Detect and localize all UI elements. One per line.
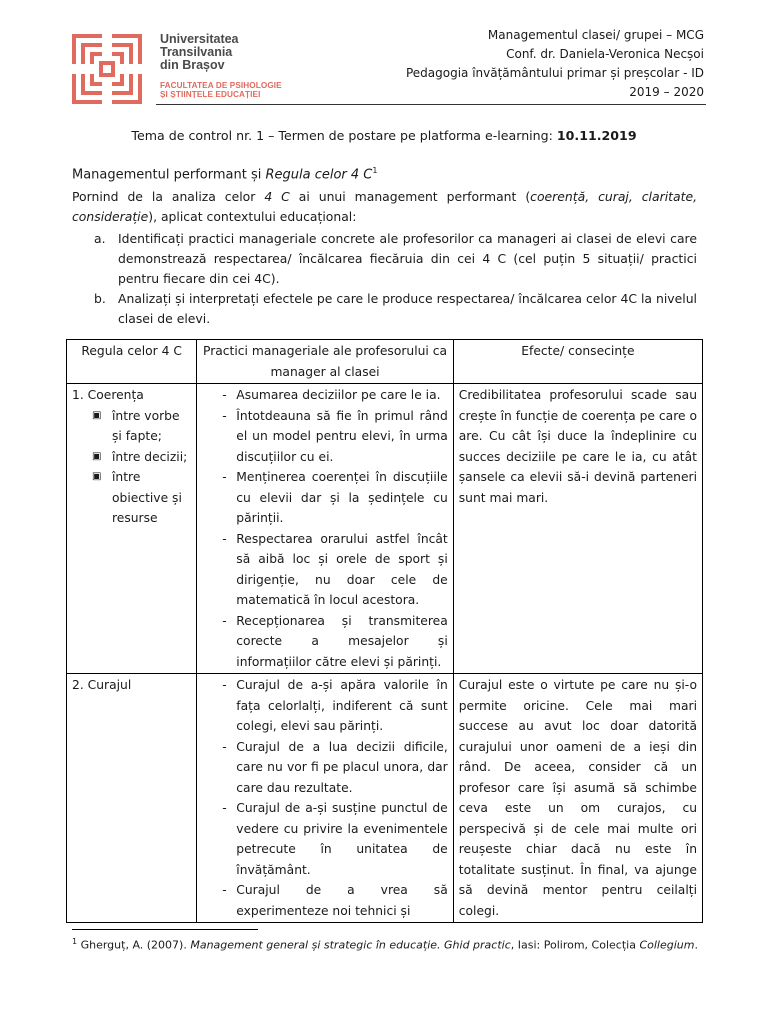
list-item: - Curajul de a-și apăra valorile în fața celorlalți, indiferent că sunt colegi, elevi sau părinți.: [202, 675, 447, 737]
rule-cell: 2. Curajul: [67, 674, 197, 923]
task-list: [72, 229, 697, 329]
effects-cell: Curajul este o virtute pe care nu și-o permite oricine. Cele mai mari succese au avut loc doar datorită curajului unor oameni de a ieși din rând. De aceea, consider că un profesor care își asumă să schimbe ceva este un om curajos, cu perspecivă și de cele mai multe ori reușeste chiar dacă nu este în totalitate susținut. În final, va ajunge să devină mentor pentru ceilalți colegi.: [453, 674, 702, 923]
list-item: - Respectarea orarului astfel încât să aibă loc și orele de sport și dirigenție, nu doar cele de matematică în locul acestora.: [202, 529, 447, 611]
list-item: - Întotdeauna să fie în primul rând el un model pentru elevi, în urma discuțiilor cu ei.: [202, 406, 447, 468]
list-item: - Curajul de a vrea să experimenteze noi tehnici și: [202, 880, 447, 921]
university-name: Universitatea Transilvania din Brașov: [160, 32, 239, 72]
deadline: 10.11.2019: [556, 128, 637, 143]
table-row: [67, 384, 703, 674]
column-header: Regula celor 4 C: [67, 340, 197, 384]
table-row: [67, 674, 703, 923]
list-item: - Menținerea coerenței în discuțiile cu elevii dar și la ședințele cu părinții.: [202, 467, 447, 529]
footnote: $^1$ Gherguț, A. (2007). Management general și strategic în educație. Ghid practic, Iasi: Polirom, Colecția Collegium.: [72, 937, 698, 952]
course-info: [406, 26, 704, 102]
faculty-name: FACULTATEA DE PSIHOLOGIE ȘI ȘTIINȚELE EDUCAȚIEI: [160, 81, 282, 99]
rules-table: [66, 339, 703, 923]
footnote-ref: 1: [372, 166, 378, 175]
program-name: Pedagogia învățământului primar și preșcolar - ID: [405, 66, 704, 80]
list-item: a. Identificați practici manageriale concrete ale profesorilor ca manageri ai clasei de elevi care demonstrează respectarea/ încălcarea fiecăruia din cei 4 C (cel puțin 5 situații/ practici pentru fiecare din cei 4C).: [94, 231, 697, 286]
teacher-name: Conf. dr. Daniela-Veronica Necșoi: [506, 47, 704, 61]
list-item: - Curajul de a-și susține punctul de vedere cu privire la evenimentele petrecute în unitatea de învățământ.: [202, 798, 447, 880]
column-header: Efecte/ consecințe: [453, 340, 702, 384]
table-header-row: [67, 340, 703, 384]
rule-cell: 1. Coerența ▣ între vorbe și fapte; ▣ între decizii; ▣ între obiective și resurse: [67, 384, 197, 674]
list-item: - Asumarea deciziilor pe care le ia.: [202, 385, 447, 406]
practices-cell: [197, 674, 453, 923]
academic-year: 2019 – 2020: [629, 85, 704, 99]
section-heading: Managementul performant și Regula celor 4 $C^1$: [72, 166, 378, 183]
list-item: b. Analizați și interpretați efectele pe care le produce respectarea/ încălcarea celor 4C la nivelul clasei de elevi.: [94, 291, 697, 326]
effects-cell: Credibilitatea profesorului scade sau crește în funcție de coerența pe care o are. Cu cât își duce la îndeplinire cu succes deciziile pe care le ia, cu atât șansele ca elevii să-i devină parteneri sunt mai mari.: [453, 384, 702, 674]
header-divider: [156, 104, 706, 105]
list-item: ▣ între obiective și resurse: [92, 467, 191, 529]
list-item: - Recepționarea și transmiterea corecte a mesajelor și informațiilor către elevi și părinți.: [202, 611, 447, 673]
column-header: Practici manageriale ale profesorului ca manager al clasei: [197, 340, 453, 384]
list-item: - Curajul de a lua decizii dificile, care nu vor fi pe placul unora, dar care dau rezultate.: [202, 737, 447, 799]
footnote-divider: [72, 929, 258, 930]
list-item: ▣ între decizii;: [92, 447, 191, 468]
intro-paragraph: Pornind de la analiza celor 4 C ai unui management performant (coerență, curaj, claritate, considerație), aplicat contextului educațional:: [72, 189, 698, 224]
assignment-title: Tema de control nr. 1 – Termen de postare pe platforma e-learning: 10.11.2019: [131, 128, 637, 143]
list-item: ▣ între vorbe și fapte;: [92, 406, 191, 447]
university-logo-icon: [72, 34, 142, 104]
practices-cell: [197, 384, 453, 674]
course-title: Managementul clasei/ grupei – MCG: [487, 28, 704, 42]
